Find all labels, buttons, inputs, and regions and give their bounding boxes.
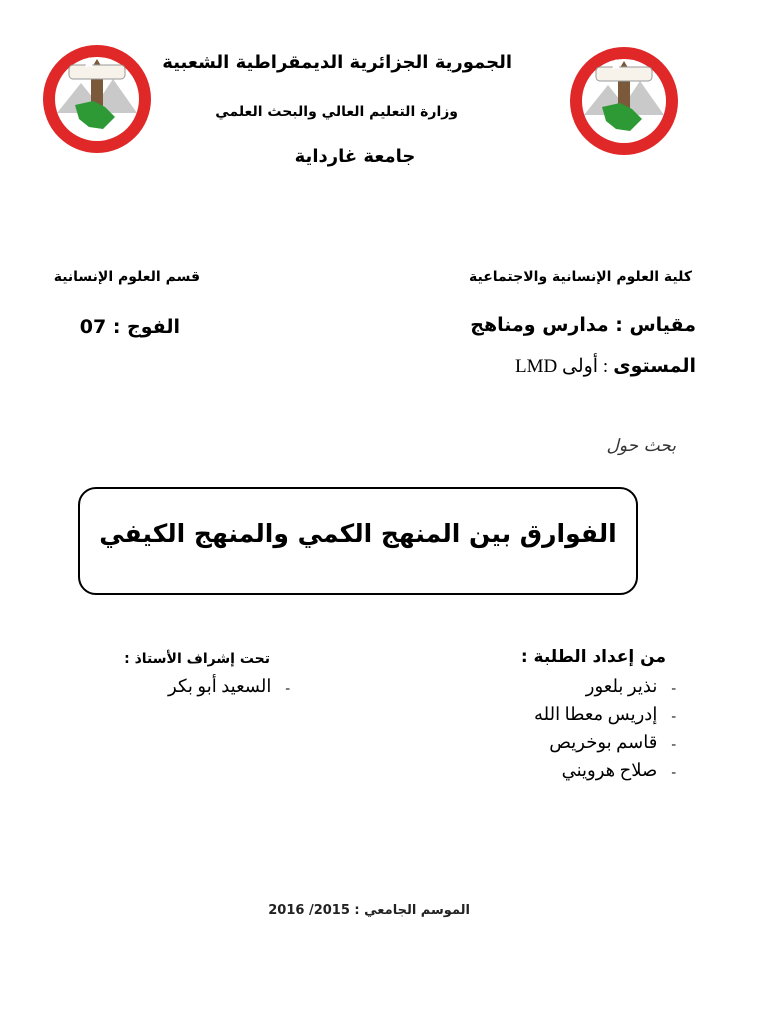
supervisor-heading: تحت إشراف الأستاذ : [124, 651, 270, 667]
university-logo-right [568, 45, 680, 157]
university-name: جامعة غارداية [294, 146, 416, 167]
supervisor-name: السعيد أبو بكر [168, 676, 272, 696]
research-title: الفوارق بين المنهج الكمي والمنهج الكيفي [99, 519, 617, 548]
students-list [520, 676, 676, 788]
republic-heading: الجمورية الجزائرية الديمقراطية الشعبية [162, 52, 512, 73]
list-item: -صلاح هرويني [561, 760, 676, 780]
department-name: قسم العلوم الإنسانية [53, 269, 200, 285]
level-value: : أولى LMD [515, 356, 609, 377]
level-label: المستوى [613, 355, 696, 377]
ministry-heading: وزارة التعليم العالي والبحث العلمي [215, 104, 458, 120]
list-item: -إدريس معطا الله [533, 704, 676, 724]
students-heading: من إعداد الطلبة : [520, 647, 666, 667]
research-intro: بحث حول [606, 436, 676, 456]
list-item: -نذير بلعور [585, 676, 676, 696]
module-label: مقياس : مدارس ومناهج [470, 314, 696, 336]
academic-season: الموسم الجامعي : 2015/ 2016 [268, 903, 470, 918]
university-logo-left [41, 43, 153, 155]
university-seal-icon [568, 45, 680, 157]
group-label: الفوج : 07 [79, 316, 180, 338]
faculty-name: كلية العلوم الإنسانية والاجتماعية [469, 269, 692, 285]
university-seal-icon [41, 43, 153, 155]
list-item: -قاسم بوخريص [549, 732, 676, 752]
level-row [500, 355, 696, 383]
supervisor-row: -السعيد أبو بكر [168, 676, 290, 696]
